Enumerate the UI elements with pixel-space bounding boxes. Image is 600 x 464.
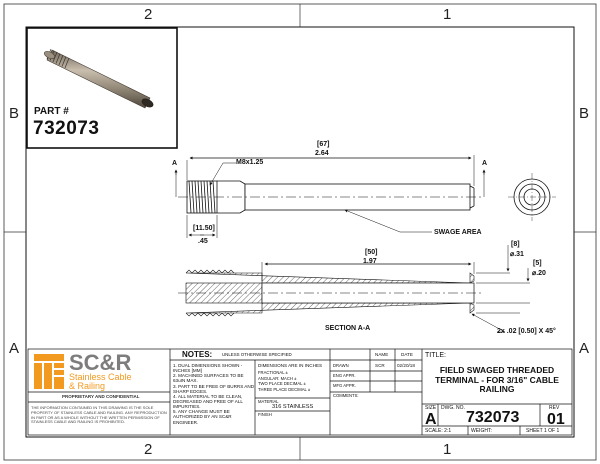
side-view (178, 181, 482, 213)
tolerance-list (258, 370, 310, 393)
approval-mfg-label: MFG APPR. (333, 383, 356, 388)
zone-left-a: A (9, 340, 20, 357)
notes-heading: NOTES: (182, 350, 213, 359)
section-label: SECTION A-A (325, 325, 371, 332)
tolerance-row: THREE PLACE DECIMAL ± (258, 387, 311, 393)
bore-dia-in: ⌀.20 (532, 270, 546, 277)
part-number: 732073 (33, 118, 100, 139)
approval-drawn-name: SCR (375, 363, 385, 368)
rev-value: 01 (547, 411, 565, 428)
dwg-no-value: 732073 (466, 409, 520, 426)
weight-label: WEIGHT: (471, 428, 492, 434)
note-2: 2. MACHINED SURFACES TO BE 63uIN MAX. (173, 373, 244, 384)
zone-top-2: 2 (144, 6, 153, 23)
zone-bottom-1: 1 (443, 441, 452, 458)
outer-dia-mm: [8] (511, 241, 520, 248)
size-label: SIZE (425, 405, 437, 411)
sheet-value: SHEET 1 OF 1 (526, 428, 560, 434)
note-4: 4. ALL MATERIAL TO BE CLEAN, DEGREASED AND FREE OF ALL IMPURITIES. (173, 393, 243, 410)
tolerance-row: ANGULAR: MACH ± (258, 375, 297, 381)
approval-eng-label: ENG APPR. (333, 373, 356, 378)
logo-brand: SC&R (69, 350, 132, 375)
notes-list (173, 363, 255, 425)
approval-name-header: NAME (375, 352, 389, 357)
tolerance-row: TWO PLACE DECIMAL ± (258, 381, 306, 387)
note-3: 3. PART TO BE FREE OF BURRS AND SHARP EDGES. (173, 383, 255, 394)
section-marker-left: A (172, 160, 178, 167)
overall-length-mm: [67] (317, 141, 330, 148)
material-value: 316 STAINLESS (272, 404, 314, 410)
logo-line2: & Railing (69, 381, 106, 391)
logo-line1: Stainless Cable (69, 372, 132, 382)
zone-right-b: B (579, 105, 590, 122)
section-marker-right: A (482, 160, 488, 167)
bore-dia-mm: [5] (533, 260, 542, 267)
thread-callout: M8x1.25 (236, 159, 264, 166)
drawing-title: FIELD SWAGED THREADED TERMINAL - FOR 3/16" CABLE RAILING (435, 365, 559, 395)
rev-label: REV (549, 405, 560, 411)
thread-length-mm: [11.50] (193, 225, 215, 232)
zone-left-b: B (9, 105, 20, 122)
title-label: TITLE: (425, 352, 447, 359)
finish-label: FINISH (258, 412, 272, 417)
disclaimer-text: THE INFORMATION CONTAINED IN THIS DRAWING IS THE SOLE PROPERTY OF STAINLESS CABLE AND RAILING. ANY REPRODUCTION IN PART OR AS A WHOLE WITHOUT THE WRITTEN PERMISSION OF STAINLESS CABLE AND RAILING IS PROHIBITED. (31, 405, 167, 425)
material-label: MATERIAL (258, 399, 279, 404)
outer-dia-in: ⌀.31 (510, 251, 524, 258)
logo-mark (34, 354, 64, 389)
zone-right-a: A (579, 340, 590, 357)
bore-depth-mm: [50] (365, 249, 378, 256)
thread-length-in: .45 (198, 238, 208, 245)
comments-label: COMMENTS: (333, 393, 359, 398)
zone-top-1: 1 (443, 6, 452, 23)
bore-depth-in: 1.97 (363, 258, 377, 265)
dwg-no-label: DWG. NO. (441, 405, 465, 411)
tolerance-heading: DIMENSIONS ARE IN INCHES (258, 363, 323, 368)
approval-drawn-date: 02/20/18 (397, 363, 415, 368)
scale-value: SCALE: 2:1 (425, 428, 452, 434)
approval-date-header: DATE (401, 352, 413, 357)
size-value: A (425, 411, 437, 428)
tolerance-row: FRACTIONAL ± (258, 370, 288, 375)
proprietary-label: PROPRIETARY AND CONFIDENTIAL (62, 394, 140, 399)
chamfer-callout: 2x .02 [0.50] X 45° (497, 328, 556, 335)
zone-bottom-2: 2 (144, 441, 153, 458)
section-view (178, 270, 482, 316)
overall-length-in: 2.64 (315, 150, 329, 157)
note-1: 1. DUAL DIMENSIONS SHOWN - INCHES [MM] (173, 363, 243, 374)
end-view (508, 173, 556, 221)
approval-drawn-label: DRAWN (333, 363, 349, 368)
part-number-label: PART # (34, 106, 69, 117)
swage-area-label: SWAGE AREA (434, 229, 482, 236)
notes-subheading: UNLESS OTHERWISE SPECIFIED (222, 352, 292, 357)
note-5: 5. ANY CHANGE MUST BE AUTHORIZED BY AN SC&R ENGINEER. (173, 409, 232, 425)
